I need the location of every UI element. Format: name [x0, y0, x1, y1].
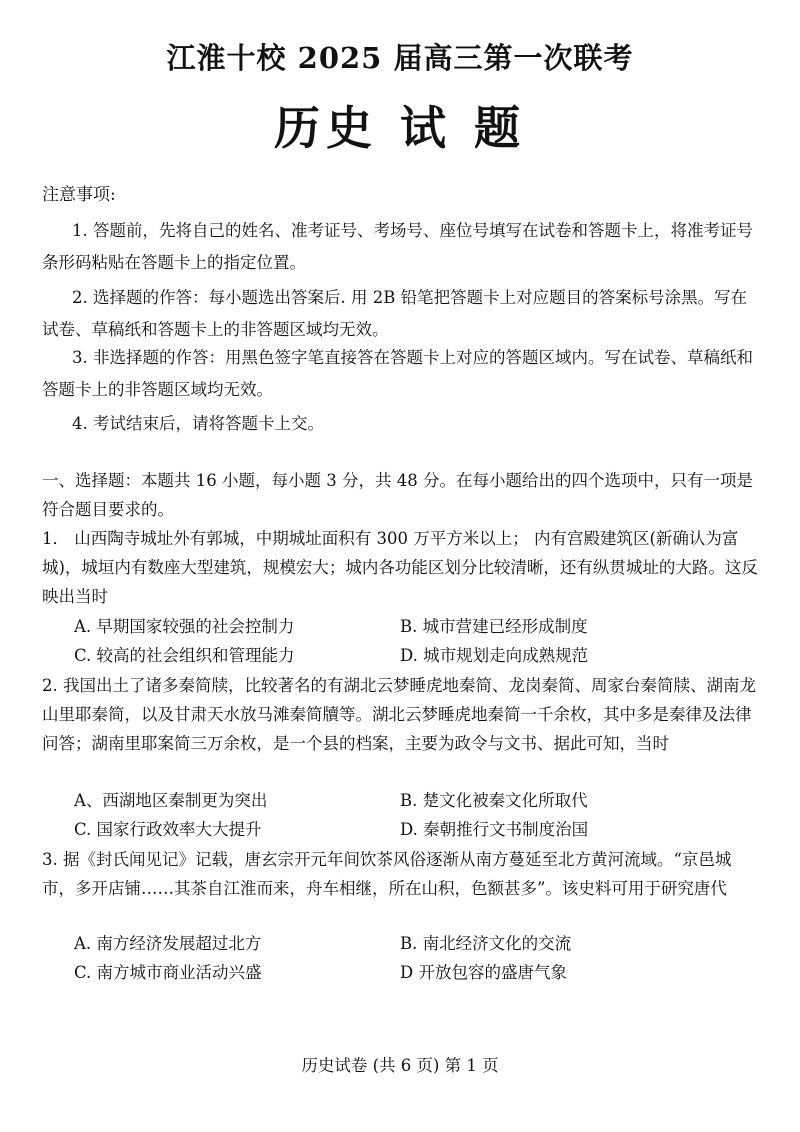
option-d[interactable]: D 开放包容的盛唐气象 — [400, 963, 567, 982]
question-1-options — [74, 612, 754, 670]
option-b[interactable]: B. 南北经济文化的交流 — [400, 934, 572, 953]
note-item: 3. 非选择题的作答：用黑色签字笔直接答在答题卡上对应的答题区域内。写在试卷、草稿纸和答题卡上的非答题区域均无效。 — [42, 348, 753, 399]
option-b[interactable]: B. 城市营建已经形成制度 — [400, 617, 588, 636]
option-b[interactable]: B. 楚文化被秦文化所取代 — [400, 791, 588, 810]
question-stem: 2. 我国出土了诸多秦简牍，比较著名的有湖北云梦睡虎地秦简、龙岗秦简、周家台秦简牍、湖南龙山里耶秦简，以及甘肃天水放马滩秦简牘等。湖北云梦睡虎地秦简一千余枚，其中多是秦律及法律问答；湖南里耶案简三万余枚，是一个县的档案，主要为政令与文书、据此可知，当时 — [42, 676, 756, 753]
note-item: 2. 选择题的作答：每小题选出答案后. 用 2B 铅笔把答题卡上对应题目的答案标号涂黑。写在试卷、草稿纸和答题卡上的非答题区域均无效。 — [42, 288, 748, 339]
option-d[interactable]: D. 秦朝推行文书制度治国 — [400, 820, 589, 839]
question-stem: 1． 山西陶寺城址外有郭城，中期城址面积有 300 万平方米以上； 内有宫殿建筑区(新确认为富城)，城垣内有数座大型建筑，规模宏大；城内各功能区划分比较清晰，还有纵贯城址的大路。这反映出当时 — [42, 529, 758, 606]
option-a[interactable]: A. 早期国家较强的社会控制力 — [74, 617, 295, 636]
question-2 — [42, 671, 758, 758]
note-item: 1. 答题前，先将自己的姓名、准考证号、考场号、座位号填写在试卷和答题卡上，将准考证号条形码粘贴在答题卡上的指定位置。 — [42, 221, 753, 272]
page-footer: 历史试卷 (共 6 页) 第 1 页 — [301, 1056, 499, 1075]
note-item: 4. 考试结束后，请将答题卡上交。 — [72, 414, 324, 433]
exam-subtitle: 江淮十校 2025 届高三第一次联考 — [166, 41, 634, 75]
option-a[interactable]: A. 南方经济发展超过北方 — [74, 934, 262, 953]
exam-title: 历史 试 题 — [273, 101, 527, 155]
section-heading: 一、选择题：本题共 16 小题，每小题 3 分，共 48 分。在每小题给出的四个选项中，只有一项是符合题目要求的。 — [42, 471, 753, 519]
notes-heading: 注意事项: — [42, 185, 116, 205]
question-1 — [42, 524, 758, 611]
question-3 — [42, 845, 758, 903]
option-d[interactable]: D. 城市规划走向成熟规范 — [400, 646, 589, 665]
question-3-options — [74, 929, 754, 987]
question-2-options — [74, 786, 754, 844]
option-c[interactable]: C. 较高的社会组织和管理能力 — [74, 646, 295, 665]
option-a[interactable]: A、西湖地区秦制更为突出 — [74, 791, 268, 810]
question-stem: 3. 据《封氏闻见记》记载，唐玄宗开元年间饮茶风俗逐渐从南方蔓延至北方黄河流域。“京邑城市，多开店铺……其茶自江淮而来，舟车相继，所在山积，色额甚多”。该史料可用于研究唐代 — [42, 850, 732, 898]
option-c[interactable]: C. 国家行政效率大大提升 — [74, 820, 262, 839]
option-c[interactable]: C. 南方城市商业活动兴盛 — [74, 963, 262, 982]
